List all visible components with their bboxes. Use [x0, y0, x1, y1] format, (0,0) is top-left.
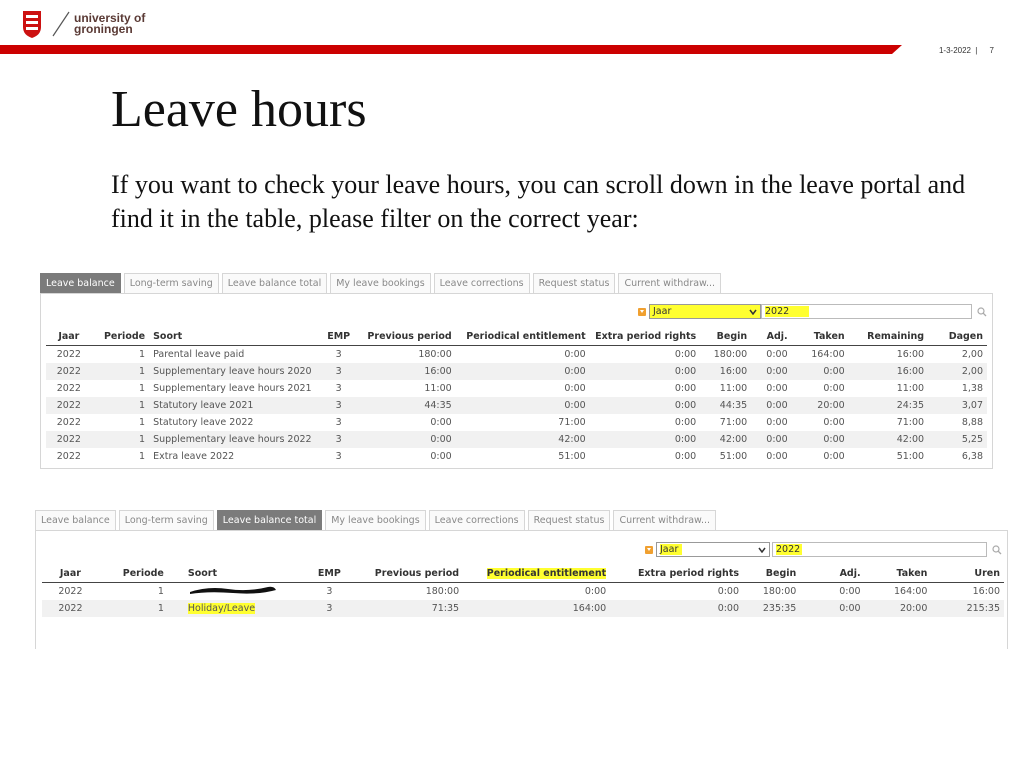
- meta-separator: |: [975, 46, 978, 55]
- logo-line-2: groningen: [74, 22, 133, 36]
- column-header[interactable]: Soort: [149, 328, 323, 346]
- cell-taken: 0:00: [792, 431, 849, 448]
- filter-column-select[interactable]: [656, 542, 770, 557]
- university-logo: [22, 9, 145, 39]
- cell-emp: 3: [335, 417, 342, 428]
- cell-days: 1,38: [961, 383, 983, 394]
- cell-emp: 3: [335, 349, 342, 360]
- intro-text: If you want to check your leave hours, you can scroll down in the leave portal and find it in the table, please filter on the correct year:: [111, 170, 966, 233]
- cell-days: 8,88: [961, 417, 983, 428]
- slide-date: 1-3-2022: [938, 46, 971, 55]
- cell-remaining: 11:00: [896, 383, 925, 394]
- leave-balance-total-table: [42, 565, 1004, 617]
- logo-slash-icon: [50, 11, 72, 37]
- tab-leave-balance[interactable]: Leave balance: [35, 510, 116, 530]
- cell-previous-period: 0:00: [430, 417, 452, 428]
- filter-column-select[interactable]: [649, 304, 761, 319]
- cell-emp: 3: [335, 451, 342, 462]
- chevron-down-icon: [749, 309, 757, 315]
- cell-type: Statutory leave 2021: [149, 397, 323, 414]
- table-row[interactable]: [46, 414, 987, 431]
- cell-taken: 20:00: [792, 397, 849, 414]
- cell-extra-period-rights: 0:00: [610, 600, 743, 617]
- cell-begin: 42:00: [700, 431, 751, 448]
- cell-type: Parental leave paid: [153, 349, 245, 360]
- cell-begin: 180:00: [762, 586, 797, 597]
- cell-taken: 0:00: [792, 363, 849, 380]
- redaction-scribble: [188, 584, 278, 596]
- highlighted-header: Periodical entitlement: [486, 568, 607, 579]
- cell-taken: 0:00: [823, 451, 845, 462]
- column-header[interactable]: Dagen: [928, 328, 987, 346]
- tab-long-term-saving[interactable]: Long-term saving: [119, 510, 214, 530]
- filter-input-value: 2022: [776, 544, 801, 555]
- cell-begin: 16:00: [700, 363, 751, 380]
- cell-type: Statutory leave 2022: [153, 417, 254, 428]
- cell-taken: 164:00: [811, 349, 845, 360]
- tab-leave-corrections[interactable]: Leave corrections: [429, 510, 525, 530]
- cell-previous-period: 180:00: [425, 586, 460, 597]
- column-header[interactable]: [463, 565, 610, 583]
- cell-adj: 0:00: [766, 383, 788, 394]
- cell-periodical-entitlement: 164:00: [463, 600, 610, 617]
- column-header[interactable]: Jaar: [46, 328, 92, 346]
- tab-leave-balance-total[interactable]: Leave balance total: [222, 273, 327, 293]
- table-row[interactable]: [42, 583, 1004, 601]
- cell-periodical-entitlement: 0:00: [564, 349, 586, 360]
- tab-current-withdraw[interactable]: Current withdraw...: [618, 273, 721, 293]
- column-header[interactable]: Uren: [931, 565, 1004, 583]
- cell-periodical-entitlement: 0:00: [584, 586, 607, 597]
- cell-period: 1: [92, 397, 149, 414]
- cell-adj: 0:00: [839, 586, 861, 597]
- cell-adj: 0:00: [800, 600, 864, 617]
- tab-request-status[interactable]: Request status: [533, 273, 616, 293]
- cell-begin: 235:35: [743, 600, 800, 617]
- cell-emp: 3: [323, 363, 355, 380]
- cell-type: Extra leave 2022: [153, 451, 235, 462]
- cell-days: 3,07: [928, 397, 987, 414]
- cell-type: [168, 583, 311, 601]
- cell-year: 2022: [46, 431, 92, 448]
- cell-extra-period-rights: 0:00: [674, 383, 697, 394]
- table-row[interactable]: [46, 397, 987, 414]
- column-header[interactable]: Taken: [865, 565, 932, 583]
- filter-bar: [645, 542, 1002, 557]
- cell-year: 2022: [56, 451, 81, 462]
- filter-select-value: Jaar: [653, 306, 672, 317]
- cell-year: 2022: [42, 600, 99, 617]
- cell-period: 1: [139, 383, 146, 394]
- cell-remaining: 16:00: [849, 363, 928, 380]
- cell-previous-period: 44:35: [355, 397, 456, 414]
- cell-type: Supplementary leave hours 2022: [149, 431, 323, 448]
- filter-icon[interactable]: [645, 546, 653, 554]
- cell-year: 2022: [56, 383, 81, 394]
- tab-long-term-saving[interactable]: Long-term saving: [124, 273, 219, 293]
- column-header[interactable]: Jaar: [42, 565, 99, 583]
- cell-extra-period-rights: 0:00: [590, 431, 701, 448]
- leave-balance-box: [40, 293, 993, 469]
- cell-emp: 3: [323, 397, 355, 414]
- column-header[interactable]: Remaining: [849, 328, 928, 346]
- page-title: Leave hours: [111, 81, 367, 138]
- cell-days: 2,00: [928, 363, 987, 380]
- tab-my-leave-bookings[interactable]: My leave bookings: [330, 273, 430, 293]
- cell-periodical-entitlement: 42:00: [456, 431, 590, 448]
- cell-previous-period: 180:00: [418, 349, 452, 360]
- cell-hours: 16:00: [972, 586, 1000, 597]
- tab-request-status[interactable]: Request status: [528, 510, 611, 530]
- column-header[interactable]: Begin: [700, 328, 751, 346]
- table-row[interactable]: [46, 363, 987, 380]
- cell-type: [168, 600, 311, 617]
- filter-select-value: Jaar: [660, 544, 682, 555]
- cell-extra-period-rights: 0:00: [590, 363, 701, 380]
- column-header[interactable]: EMP: [311, 565, 349, 583]
- search-icon[interactable]: [977, 307, 987, 317]
- cell-taken: 0:00: [823, 383, 845, 394]
- column-header[interactable]: Periode: [99, 565, 168, 583]
- tab-current-withdraw[interactable]: Current withdraw...: [613, 510, 716, 530]
- cell-year: 2022: [46, 363, 92, 380]
- crest-icon: [22, 9, 42, 39]
- cell-emp: 3: [326, 586, 333, 597]
- filter-value-input[interactable]: [761, 304, 972, 319]
- cell-emp: 3: [323, 431, 355, 448]
- logo-line-1: university of: [74, 11, 146, 25]
- leave-balance-panel: [40, 273, 993, 469]
- cell-period: 1: [139, 349, 146, 360]
- tab-bar: [40, 273, 993, 293]
- cell-adj: 0:00: [766, 349, 788, 360]
- cell-remaining: 16:00: [896, 349, 925, 360]
- cell-period: 1: [139, 417, 146, 428]
- cell-previous-period: 71:35: [348, 600, 463, 617]
- cell-taken: 0:00: [823, 417, 845, 428]
- cell-extra-period-rights: 0:00: [717, 586, 740, 597]
- cell-periodical-entitlement: 71:00: [558, 417, 586, 428]
- column-header[interactable]: Periode: [92, 328, 149, 346]
- table-header-row: [46, 328, 987, 346]
- page-number: 7: [989, 46, 994, 55]
- table-row[interactable]: [42, 600, 1004, 617]
- tab-my-leave-bookings[interactable]: My leave bookings: [325, 510, 425, 530]
- column-header[interactable]: EMP: [323, 328, 355, 346]
- column-header[interactable]: Previous period: [355, 328, 456, 346]
- cell-year: 2022: [46, 397, 92, 414]
- leave-balance-table: [46, 328, 987, 465]
- cell-remaining: 24:35: [849, 397, 928, 414]
- cell-extra-period-rights: 0:00: [590, 397, 701, 414]
- cell-begin: 44:35: [700, 397, 751, 414]
- brand-bar: [0, 45, 902, 54]
- cell-remaining: 71:00: [896, 417, 925, 428]
- cell-period: 1: [139, 451, 146, 462]
- cell-period: 1: [92, 431, 149, 448]
- filter-icon[interactable]: [638, 308, 646, 316]
- cell-emp: 3: [311, 600, 349, 617]
- table-row[interactable]: [46, 448, 987, 465]
- cell-previous-period: 0:00: [430, 451, 452, 462]
- tab-leave-balance[interactable]: Leave balance: [40, 273, 121, 293]
- cell-adj: 0:00: [766, 417, 788, 428]
- cell-period: 1: [99, 600, 168, 617]
- slide-meta: [939, 46, 994, 55]
- cell-previous-period: 11:00: [424, 383, 452, 394]
- column-header[interactable]: Begin: [743, 565, 800, 583]
- cell-year: 2022: [56, 349, 81, 360]
- cell-previous-period: 0:00: [355, 431, 456, 448]
- cell-period: 1: [157, 586, 164, 597]
- column-header[interactable]: Soort: [168, 565, 311, 583]
- cell-extra-period-rights: 0:00: [674, 417, 697, 428]
- cell-begin: 11:00: [719, 383, 748, 394]
- cell-year: 2022: [56, 417, 81, 428]
- leave-balance-total-panel: [35, 510, 1008, 649]
- table-row[interactable]: [46, 346, 987, 364]
- cell-begin: 71:00: [719, 417, 748, 428]
- tab-bar: [35, 510, 1008, 530]
- cell-extra-period-rights: 0:00: [674, 349, 697, 360]
- cell-adj: 0:00: [751, 363, 791, 380]
- cell-adj: 0:00: [766, 451, 788, 462]
- table-header-row: [42, 565, 1004, 583]
- cell-extra-period-rights: 0:00: [674, 451, 697, 462]
- cell-year: 2022: [58, 586, 83, 597]
- column-header[interactable]: Previous period: [348, 565, 463, 583]
- cell-adj: 0:00: [751, 431, 791, 448]
- filter-value-input[interactable]: [772, 542, 987, 557]
- tab-leave-corrections[interactable]: Leave corrections: [434, 273, 530, 293]
- cell-type: Supplementary leave hours 2020: [149, 363, 323, 380]
- column-header[interactable]: Adj.: [800, 565, 864, 583]
- cell-begin: 51:00: [719, 451, 748, 462]
- cell-type: Supplementary leave hours 2021: [153, 383, 312, 394]
- cell-remaining: 51:00: [896, 451, 925, 462]
- cell-period: 1: [92, 363, 149, 380]
- highlighted-type: Holiday/Leave: [187, 603, 256, 614]
- cell-periodical-entitlement: 0:00: [456, 397, 590, 414]
- column-header[interactable]: Extra period rights: [590, 328, 701, 346]
- filter-input-value: 2022: [765, 306, 809, 317]
- cell-taken: 164:00: [893, 586, 928, 597]
- cell-emp: 3: [335, 383, 342, 394]
- column-header[interactable]: Adj.: [751, 328, 791, 346]
- search-icon[interactable]: [992, 545, 1002, 555]
- cell-hours: 215:35: [931, 600, 1004, 617]
- table-row[interactable]: [46, 431, 987, 448]
- chevron-down-icon: [758, 547, 766, 553]
- cell-days: 6,38: [961, 451, 983, 462]
- cell-periodical-entitlement: 0:00: [456, 363, 590, 380]
- cell-taken: 20:00: [865, 600, 932, 617]
- column-header[interactable]: Taken: [792, 328, 849, 346]
- leave-balance-total-box: [35, 530, 1008, 649]
- column-header[interactable]: Extra period rights: [610, 565, 743, 583]
- column-header[interactable]: Periodical entitlement: [456, 328, 590, 346]
- cell-days: 5,25: [928, 431, 987, 448]
- filter-bar: [638, 304, 987, 319]
- cell-periodical-entitlement: 51:00: [558, 451, 586, 462]
- cell-days: 2,00: [961, 349, 983, 360]
- cell-periodical-entitlement: 0:00: [564, 383, 586, 394]
- tab-leave-balance-total[interactable]: Leave balance total: [217, 510, 322, 530]
- cell-adj: 0:00: [751, 397, 791, 414]
- cell-remaining: 42:00: [849, 431, 928, 448]
- cell-begin: 180:00: [713, 349, 748, 360]
- cell-previous-period: 16:00: [355, 363, 456, 380]
- table-row[interactable]: [46, 380, 987, 397]
